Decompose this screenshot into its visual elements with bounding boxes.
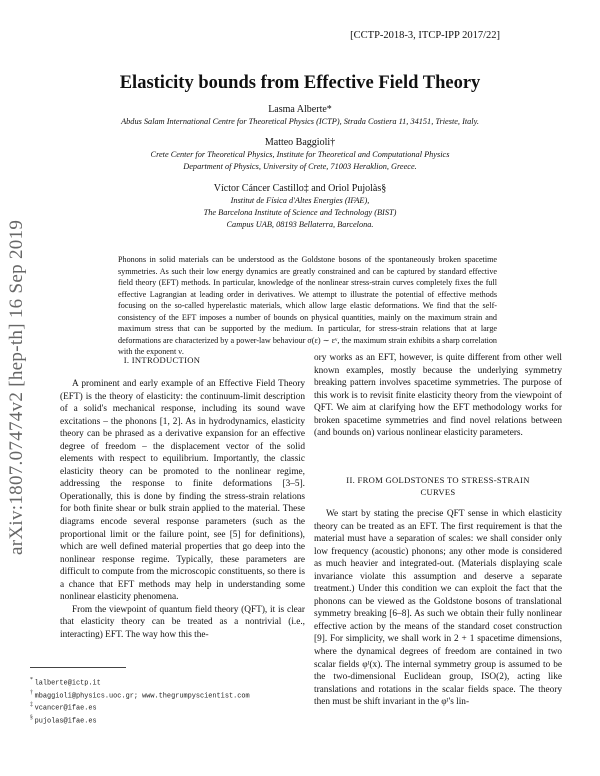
author-affiliation: Institut de Física d'Altes Energies (IFAE), bbox=[230, 196, 370, 205]
abstract: Phonons in solid materials can be understood as the Goldstone bosons of the spontaneously broken spacetime symmetries. As such their low energy dynamics are greatly constrained and can be captured by standard effective field theory (EFT) methods. In particular, knowledge of the nonlinear stress-strain curves completely fixes the full effective Lagrangian at leading order in derivatives. We attempt to illustrate the potential of effective methods focusing on the so-called hyperelastic materials, which allow large elastic deformations. We find that the self-consistency of the EFT imposes a number of bounds on physical quantities, mainly on the maximum strain and maximum stress that can be supported by the medium. In particular, for stress-strain relations that at large deformations are characterized by a power-law behaviour σ(ε) ∼ εᵛ, the maximum strain exhibits a sharp correlation with the exponent ν. bbox=[118, 255, 497, 356]
right-column-text bbox=[314, 352, 562, 440]
footnotes bbox=[30, 676, 300, 726]
footnote-rule bbox=[30, 667, 126, 668]
paragraph: ory works as an EFT, however, is quite different from other well known examples, mostly because the underlying symmetry breaking pattern involves spacetime symmetries. The purpose of this work is to revisit finite elasticity theory from the viewpoint of QFT. We aim at clarifying how the EFT methodology works for broken spacetime symmetries and find novel relations between (and bounds on) various nonlinear elasticity parameters. bbox=[314, 353, 562, 439]
email-link[interactable]: lalberte@ictp.it bbox=[34, 679, 101, 688]
author-affiliation: Department of Physics, University of Crete, 71003 Heraklion, Greece. bbox=[183, 162, 417, 171]
paragraph: From the viewpoint of quantum field theory (QFT), it is clear that elasticity theory can be treated as a nontrivial (i.e., interacting) EFT. The way how this the- bbox=[60, 604, 305, 640]
right-column-text bbox=[314, 508, 562, 709]
footnote: § pujolas@ifae.es bbox=[30, 714, 97, 725]
section-heading: I. INTRODUCTION bbox=[123, 355, 201, 365]
email-link[interactable]: vcancer@ifae.es bbox=[34, 704, 97, 713]
author-affiliation: The Barcelona Institute of Science and Technology (BIST) bbox=[203, 208, 397, 217]
footnote: ‡ vcancer@ifae.es bbox=[30, 702, 97, 713]
report-number: [CCTP-2018-3, ITCP-IPP 2017/22] bbox=[350, 30, 500, 41]
left-column-text bbox=[60, 378, 305, 641]
email-link[interactable]: pujolas@ifae.es bbox=[34, 716, 97, 725]
author-name: Matteo Baggioli† bbox=[264, 137, 336, 148]
section-heading: II. FROM GOLDSTONES TO STRESS-STRAIN CURVES bbox=[346, 475, 530, 497]
paragraph: We start by stating the precise QFT sense in which elasticity theory can be treated as an EFT. The first requirement is that the material must have a separation of scales: we shall consider only low frequency (acoustic) phonons; any other mode is considered as much heavier and integrated-out. (Materials displaying scale invariance violate this assumption and deserve a separate treatment.) Under this condition we can exploit the fact that the phonons can be viewed as the Goldstone bosons of translational symmetry breaking [6–8]. As such we obtain their fully nonlinear effective action by the means of the standard coset construction [9]. For simplicity, we shall work in 2 + 1 spacetime dimensions, where the dynamical degrees of freedom are contained in two scalar fields φᴵ(x). The internal symmetry group is assumed to be the two-dimensional Euclidean group, ISO(2), acting like translations and rotations in the scalar fields space. The theory then must be shift invariant in the φᴵ's lin- bbox=[314, 509, 562, 708]
paper-title: Elasticity bounds from Effective Field Theory bbox=[119, 73, 481, 93]
author-affiliation: Crete Center for Theoretical Physics, Institute for Theoretical and Computational Physics bbox=[150, 150, 450, 159]
footnote: * lalberte@ictp.it bbox=[30, 677, 101, 688]
author-affiliation: Campus UAB, 08193 Bellaterra, Barcelona. bbox=[226, 220, 374, 229]
email-link[interactable]: mbaggioli@physics.uoc.gr; www.thegrumpyscientist.com bbox=[34, 691, 250, 700]
author-name: Lasma Alberte* bbox=[268, 104, 332, 115]
author-affiliation: Abdus Salam International Centre for Theoretical Physics (ICTP), Strada Costiera 11, 34151, Trieste, Italy. bbox=[121, 117, 479, 126]
arxiv-stamp: arXiv:1807.07474v2 [hep-th] 16 Sep 2019 bbox=[6, 219, 27, 555]
author-name: Víctor Cáncer Castillo‡ and Oriol Pujolàs§ bbox=[213, 183, 387, 194]
paragraph: A prominent and early example of an Effective Field Theory (EFT) is the theory of elasticity: the continuum-limit description of a solid's mechanical response, including its sound wave excitations – the phonons [1, 2]. As in hydrodynamics, elasticity theory can be phrased as a derivative expansion for an effective degree of freedom – the displacement vector of the solid elements with respect to equilibrium. Importantly, the classic elasticity theory can be promoted to the nonlinear regime, addressing the response to finite deformations [3–5]. Operationally, this is done by finding the stress-strain relations for both finite shear or bulk strain applied to the material. These diagrams encode several response parameters (such as the proportional limit or the failure point, see [5] for definitions), which are well defined material properties that go deep into the nonlinear response regime. Typically, these parameters are difficult to compute from the microscopic constituents, so there is a chance that EFT methods may help in understanding some nonlinear elasticity phenomena. bbox=[60, 379, 305, 603]
footnote: † mbaggioli@physics.uoc.gr; www.thegrumpyscientist.com bbox=[30, 689, 250, 700]
